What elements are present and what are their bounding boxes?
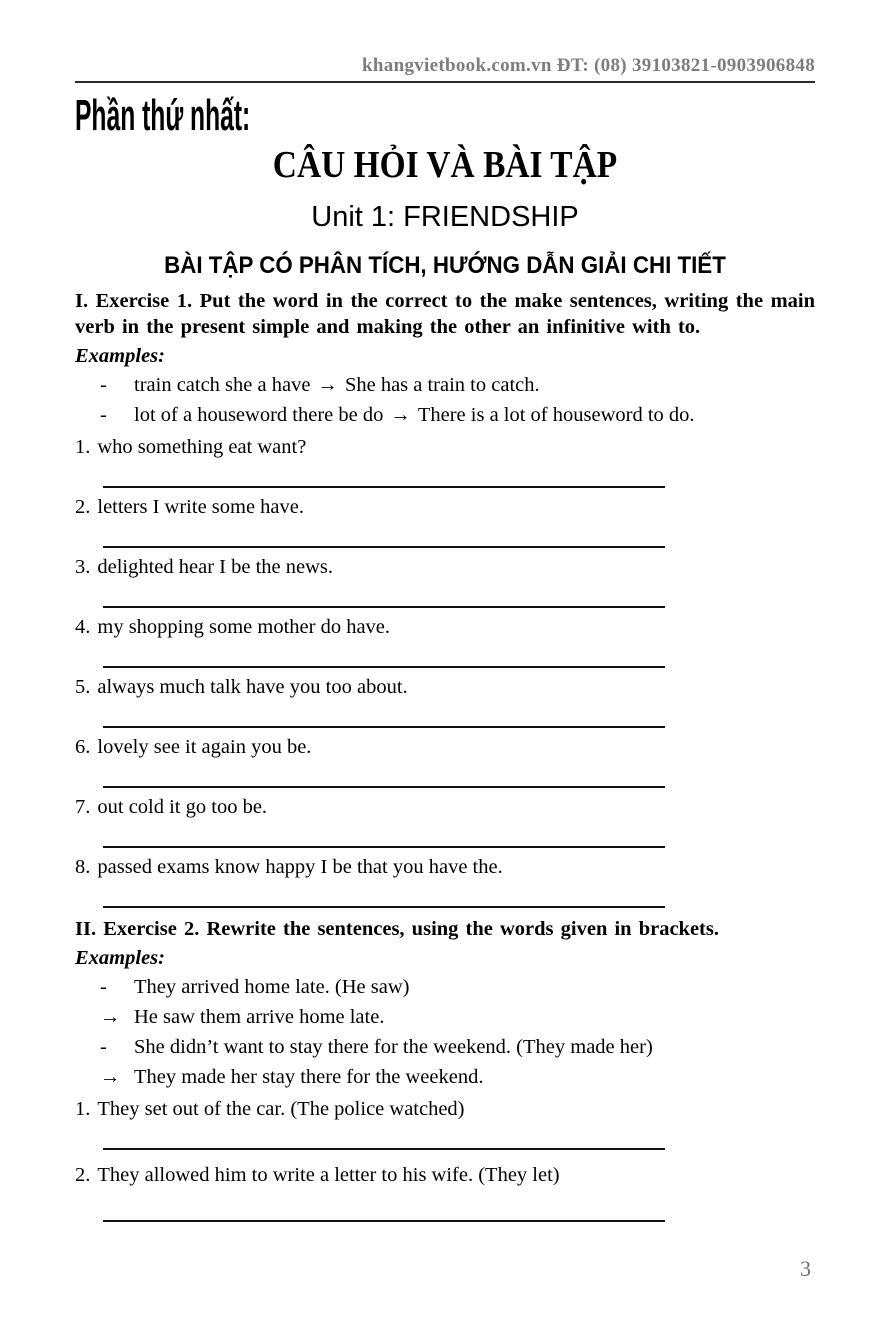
item-number: 7. (75, 796, 91, 818)
dash-bullet: - (100, 976, 107, 998)
item-text: who something eat want? (97, 436, 307, 458)
dash-bullet: - (100, 404, 107, 426)
item-text: always much talk have you too about. (97, 676, 408, 698)
answer-blank-line (103, 846, 665, 848)
item-text: delighted hear I be the news. (97, 556, 334, 578)
example-text: They made her stay there for the weekend. (134, 1066, 484, 1088)
example-answer: There is a lot of houseword to do. (417, 404, 695, 426)
exercise2-example-result (100, 1004, 815, 1031)
item-number: 4. (75, 616, 91, 638)
answer-blank-line (103, 726, 665, 728)
item-number: 2. (75, 1164, 91, 1186)
example-scrambled: train catch she a have (134, 374, 311, 396)
answer-blank-line (103, 486, 665, 488)
exercise-item (75, 795, 815, 819)
dash-bullet: - (100, 374, 107, 396)
exercise1-examples-label: Examples: (75, 345, 165, 367)
exercise-item (75, 555, 815, 579)
answer-blank-line (103, 666, 665, 668)
answer-blank-line (103, 606, 665, 608)
answer-blank-line (103, 1148, 665, 1150)
answer-blank-line (103, 786, 665, 788)
exercise1-heading: I. Exercise 1. Put the word in the correct to the make sentences, writing the main verb in the present simple and making the other an infinitive with to. (75, 290, 815, 338)
item-number: 2. (75, 496, 91, 518)
exercise2-example-result (100, 1064, 815, 1091)
item-text: passed exams know happy I be that you have the. (97, 856, 503, 878)
dash-bullet: - (100, 1036, 107, 1058)
item-number: 8. (75, 856, 91, 878)
item-number: 3. (75, 556, 91, 578)
exercise-item (75, 495, 815, 519)
header-divider (75, 81, 815, 83)
item-number: 1. (75, 436, 91, 458)
example-text: They arrived home late. (He saw) (134, 976, 410, 998)
exercise-item (75, 615, 815, 639)
item-number: 5. (75, 676, 91, 698)
arrow-symbol: → (100, 1066, 121, 1088)
site-url-header: khangvietbook.com.vn ĐT: (08) 39103821-0903906848 (362, 55, 815, 76)
exercise-item (75, 855, 815, 879)
main-title: CÂU HỎI VÀ BÀI TẬP (272, 144, 618, 186)
item-text: my shopping some mother do have. (97, 616, 391, 638)
item-text: They allowed him to write a letter to his wife. (They let) (97, 1164, 560, 1186)
arrow-symbol: → (390, 404, 411, 426)
example-answer: She has a train to catch. (344, 374, 540, 396)
exercise-item (75, 1163, 815, 1187)
answer-blank-line (103, 1220, 665, 1222)
part-label: Phần thứ nhất: (75, 91, 251, 140)
arrow-symbol: → (317, 374, 338, 396)
item-number: 6. (75, 736, 91, 758)
exercise2-example-source (100, 1034, 815, 1061)
exercise-item (75, 1097, 815, 1121)
page-number: 3 (800, 1256, 811, 1281)
exercise2-example-source (100, 974, 815, 1001)
exercise1-example-row (100, 372, 815, 399)
answer-blank-line (103, 906, 665, 908)
example-text: He saw them arrive home late. (134, 1006, 385, 1028)
answer-blank-line (103, 546, 665, 548)
section-title: BÀI TẬP CÓ PHÂN TÍCH, HƯỚNG DẪN GIẢI CHI TIẾT (164, 252, 726, 279)
exercise1-example-row (100, 402, 815, 429)
unit-title: Unit 1: FRIENDSHIP (311, 201, 579, 233)
item-text: letters I write some have. (97, 496, 305, 518)
exercise2-examples-label: Examples: (75, 947, 165, 969)
exercise2-heading: II. Exercise 2. Rewrite the sentences, using the words given in brackets. (75, 918, 719, 940)
item-text: out cold it go too be. (97, 796, 268, 818)
example-text: She didn’t want to stay there for the weekend. (They made her) (134, 1036, 653, 1058)
exercise-item (75, 735, 815, 759)
item-number: 1. (75, 1098, 91, 1120)
item-text: They set out of the car. (The police watched) (97, 1098, 465, 1120)
item-text: lovely see it again you be. (97, 736, 312, 758)
exercise-item (75, 675, 815, 699)
arrow-symbol: → (100, 1006, 121, 1028)
example-scrambled: lot of a houseword there be do (134, 404, 384, 426)
exercise-item (75, 435, 815, 459)
